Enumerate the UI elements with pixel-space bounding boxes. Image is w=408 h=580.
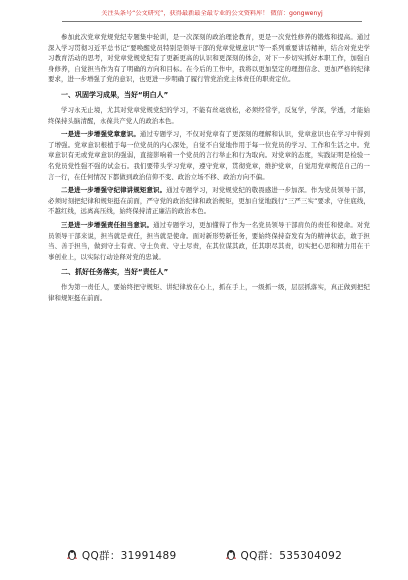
document-body <box>48 32 370 306</box>
body-paragraph <box>48 105 370 126</box>
paragraph-text: 参加此次党章党规党纪专题集中轮训，是一次深刻的政治理论教育，更是一次党性修养的锻炼和提高。通过深入学习贯彻习近平总书记“要唤醒党员特别是领导干部的党章党规意识”等一系列重要讲话精神，结合对党史学习教育活动的思考，对党章党规党纪有了更新更高的认识和更深刻的体会，对下一步切实抓好本职工作，加强自身修养，自觉担当作为有了明确的方向和目标。在今后的工作中，我将以更加坚定的理想信念、更加严格的纪律要求，进一步增强了党的意识，也更进一步明确了履行管党治党主体责任的职责定位。 <box>48 33 370 84</box>
section-heading: 二、抓好任务落实，当好“责任人” <box>61 268 169 277</box>
paragraph-lead: 一是进一步增强党章意识。 <box>61 130 140 139</box>
body-paragraph <box>48 220 370 262</box>
footer <box>40 548 368 562</box>
paragraph-text: 作为第一责任人，要始终把守规矩、讲纪律放在心上，抓在手上，一级抓一级，层层抓落实，真正做到把纪律和规矩挺在前面。 <box>48 283 370 302</box>
section-heading: 一、巩固学习成果，当好“明白人” <box>61 90 169 99</box>
paragraph-text: 通过专题学习，更加懂得了作为一名党员领导干部肩负的责任和使命。对党员领导干部来说，担当就是责任，担当就是使命。面对新形势新任务，要始终保持奋发有为的精神状态，敢于担当、善于担当，做到守土有责、守土负责、守土尽责，在其位谋其政，任其职尽其责，切实把心思和精力用在干事创业上，以实际行动诠释对党的忠诚。 <box>48 220 370 261</box>
paragraph-text: 通过专题学习，对党规党纪的敬畏感进一步加深。作为党员领导干部，必须时刻把纪律和规矩挺在前面，严守党的政治纪律和政治规矩，更加自觉地践行“三严三实”要求，守住底线，不越红线，远离高压线，始终保持清正廉洁的政治本色。 <box>48 186 370 216</box>
paragraph-lead: 三是进一步增强责任担当意识。 <box>61 220 154 229</box>
qq-group-2: QQ群：535304092 <box>240 549 343 562</box>
paragraph-text: 学习永无止境，尤其对党章党规党纪的学习，不能有丝毫放松，必须经常学，反复学，学深，学透，才能始终保持头脑清醒，永葆共产党人的政治本色。 <box>48 105 370 125</box>
body-paragraph <box>48 32 370 85</box>
paragraph-text: 通过专题学习，不仅对党章有了更深刻的理解和认识，党章意识也在学习中得到了增强。党章意识根植于每一位党员的内心深处，自觉不自觉地作用于每一位党员的学习、工作和生活之中。党章意识有无或党章意识的强弱，直接影响着一个党员的言行举止和行为取向。对党章的态度，实践证明是检验一名党员党性强不强的试金石。我们要带头学习党章，遵守党章，贯彻党章，维护党章，自觉用党章规范自己的一言一行，在任何情况下都做到政治信仰不变、政治立场不移、政治方向不偏。 <box>48 130 371 181</box>
qq-penguin-icon <box>66 549 78 561</box>
body-paragraph <box>48 282 370 303</box>
paragraph-lead: 二是进一步增强守纪律讲规矩意识。 <box>61 186 167 195</box>
qq-penguin-icon <box>225 549 237 561</box>
footer-qq-2 <box>225 548 343 563</box>
header-banner: 关注头条号“公文研究”，获得最新最全最专业的公文资料库！ 微信：gongwenyj <box>62 10 362 22</box>
body-paragraph <box>48 185 370 217</box>
qq-group-1: QQ群：31991489 <box>81 549 177 562</box>
body-paragraph <box>48 129 370 182</box>
footer-qq-1 <box>66 548 177 563</box>
